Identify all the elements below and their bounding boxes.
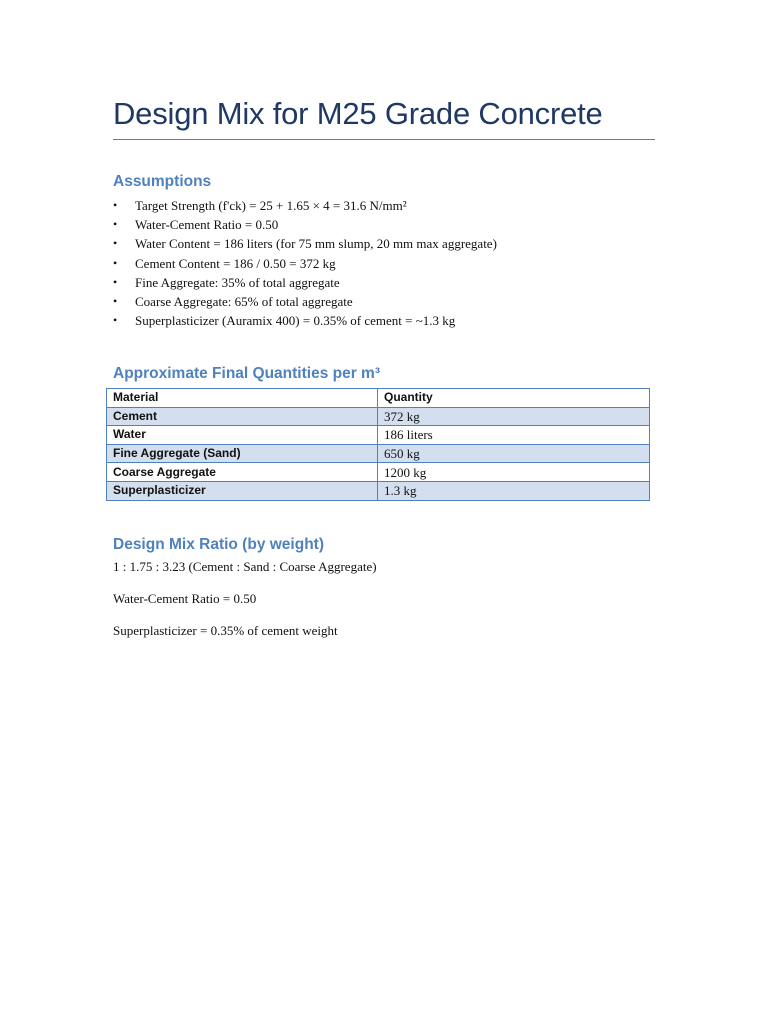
material-cell: Superplasticizer: [107, 481, 378, 500]
table-row: [107, 407, 650, 426]
mix-ratio-text: 1 : 1.75 : 3.23 (Cement : Sand : Coarse Aggregate): [113, 559, 377, 574]
quantity-cell: 372 kg: [378, 407, 650, 426]
title-underline: [113, 139, 655, 140]
quantities-heading: Approximate Final Quantities per m³: [113, 365, 380, 382]
list-item: [113, 234, 497, 253]
bullet-icon: •: [113, 313, 118, 328]
quantity-cell: 186 liters: [378, 426, 650, 445]
bullet-icon: •: [113, 198, 118, 212]
list-item-text: Cement Content = 186 / 0.50 = 372 kg: [135, 255, 336, 271]
column-header-material: Material: [107, 389, 378, 408]
quantity-cell: 1200 kg: [378, 463, 650, 482]
table-row: [107, 426, 650, 445]
material-cell: Coarse Aggregate: [107, 463, 378, 482]
bullet-icon: •: [113, 274, 118, 289]
material-cell: Cement: [107, 407, 378, 426]
list-item: [113, 273, 497, 292]
quantities-table: [106, 388, 650, 501]
list-item-text: Water Content = 186 liters (for 75 mm slump, 20 mm max aggregate): [135, 236, 497, 252]
bullet-icon: •: [113, 236, 118, 251]
list-item: [113, 311, 497, 330]
bullet-icon: •: [113, 255, 118, 270]
list-item: [113, 292, 497, 311]
table-row: [107, 444, 650, 463]
table-row: [107, 481, 650, 500]
assumptions-heading: Assumptions: [113, 173, 212, 190]
bullet-icon: •: [113, 217, 118, 232]
list-item-text: Superplasticizer (Auramix 400) = 0.35% of cement = ~1.3 kg: [135, 313, 456, 329]
bullet-icon: •: [113, 293, 118, 308]
list-item: [113, 254, 497, 273]
list-item-text: Fine Aggregate: 35% of total aggregate: [135, 274, 340, 290]
table-header-row: [107, 389, 650, 408]
assumptions-list: [113, 196, 497, 330]
document-title: Design Mix for M25 Grade Concrete: [113, 96, 603, 131]
list-item-text: Coarse Aggregate: 65% of total aggregate: [135, 293, 353, 309]
material-cell: Fine Aggregate (Sand): [107, 444, 378, 463]
table-row: [107, 463, 650, 482]
ratio-heading: Design Mix Ratio (by weight): [113, 536, 324, 553]
list-item: [113, 215, 497, 234]
quantity-cell: 650 kg: [378, 444, 650, 463]
list-item-text: Water-Cement Ratio = 0.50: [135, 217, 279, 233]
material-cell: Water: [107, 426, 378, 445]
list-item-text: Target Strength (f'ck) = 25 + 1.65 × 4 = 31.6 N/mm²: [135, 198, 407, 213]
column-header-quantity: Quantity: [378, 389, 650, 408]
water-cement-ratio-text: Water-Cement Ratio = 0.50: [113, 591, 257, 606]
quantity-cell: 1.3 kg: [378, 481, 650, 500]
superplasticizer-text: Superplasticizer = 0.35% of cement weight: [113, 623, 338, 638]
list-item: [113, 196, 497, 215]
